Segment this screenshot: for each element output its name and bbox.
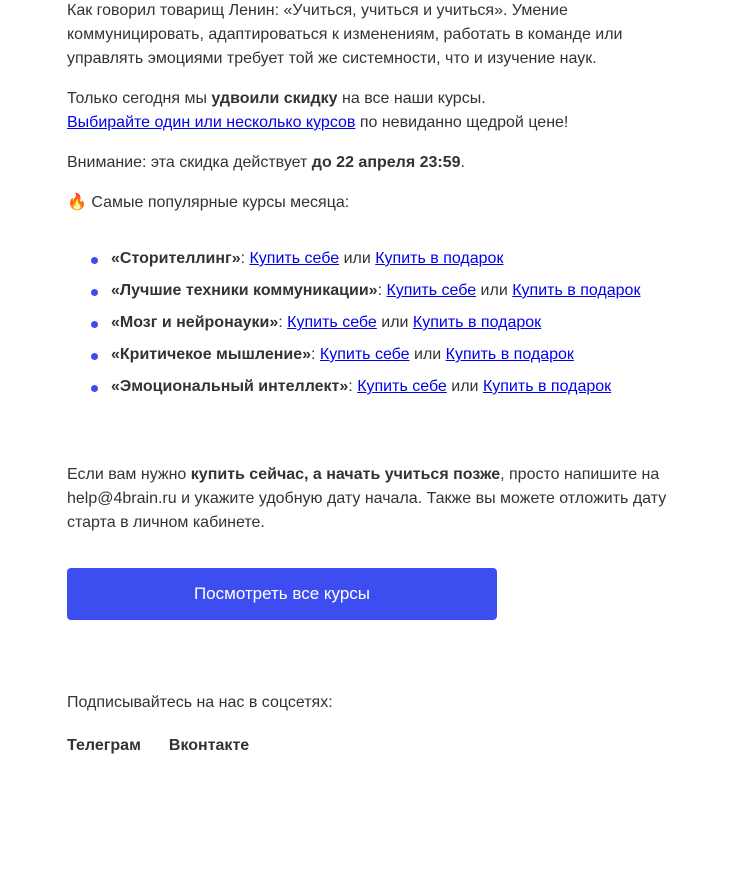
course-title: «Эмоциональный интеллект»: [111, 378, 349, 395]
buy-gift-link[interactable]: Купить в подарок: [482, 378, 612, 395]
discount-text-end: на все наши курсы.: [337, 90, 486, 107]
course-title: «Сторителлинг»: [111, 250, 241, 267]
intro-paragraph: Как говорил товарищ Ленин: «Учиться, учиться и учиться». Умение коммуницировать, адаптироваться к изменениям, работать в команде или управлять эмоциями требует той же системности, что и изучение наук.: [67, 2, 623, 67]
deadline-end: .: [460, 154, 465, 171]
popular-heading: [67, 191, 677, 215]
social-heading: Подписывайтесь на нас в соцсетях:: [67, 694, 333, 711]
buy-self-link[interactable]: Купить себе: [249, 250, 340, 267]
list-item: [111, 247, 711, 279]
list-item: [111, 375, 711, 407]
course-sep: :: [311, 346, 320, 363]
discount-paragraph: [67, 87, 677, 135]
buy-self-link[interactable]: Купить себе: [287, 314, 377, 331]
or-text: или: [409, 346, 446, 363]
list-item: [111, 343, 711, 375]
course-title: «Критичекое мышление»: [111, 346, 312, 363]
later-highlight: купить сейчас, а начать учиться позже: [190, 466, 501, 483]
buy-self-link[interactable]: Купить себе: [319, 346, 410, 363]
course-title: «Лучшие техники коммуникации»: [111, 282, 378, 299]
bullet-icon: [91, 257, 98, 264]
course-title: «Мозг и нейронауки»: [111, 314, 279, 331]
later-text: Если вам нужно: [67, 466, 191, 483]
discount-link-suffix: по невиданно щедрой цене!: [355, 114, 569, 131]
bullet-icon: [91, 321, 98, 328]
bullet-icon: [91, 353, 98, 360]
buy-gift-link[interactable]: Купить в подарок: [512, 282, 641, 299]
or-text: или: [476, 282, 513, 299]
buy-self-link[interactable]: Купить себе: [386, 282, 477, 299]
course-sep: :: [240, 250, 250, 267]
or-text: или: [446, 378, 483, 395]
view-all-courses-button[interactable]: Посмотреть все курсы: [67, 568, 497, 620]
social-links: [67, 734, 367, 754]
course-list: [111, 247, 711, 407]
popular-label: Самые популярные курсы месяца:: [86, 194, 350, 211]
bullet-icon: [91, 289, 98, 296]
discount-highlight: удвоили скидку: [211, 90, 338, 107]
later-text-end: , просто напишите на help@4brain.ru и укажите удобную дату начала. Также вы можете отложить дату старта в личном кабинете.: [67, 466, 667, 531]
later-paragraph: [67, 463, 677, 535]
course-sep: :: [278, 314, 288, 331]
choose-courses-link[interactable]: Выбирайте один или несколько курсов: [67, 114, 356, 131]
deadline-paragraph: [67, 151, 677, 175]
course-sep: :: [348, 378, 358, 395]
bullet-icon: [91, 385, 98, 392]
list-item: [111, 311, 711, 343]
or-text: или: [376, 314, 413, 331]
discount-text: Только сегодня мы: [67, 90, 212, 107]
list-item: [111, 279, 711, 311]
telegram-link[interactable]: Телеграм: [67, 737, 141, 754]
buy-gift-link[interactable]: Купить в подарок: [412, 314, 542, 331]
or-text: или: [339, 250, 376, 267]
buy-gift-link[interactable]: Купить в подарок: [375, 250, 504, 267]
course-sep: :: [377, 282, 387, 299]
deadline-text: Внимание: эта скидка действует: [67, 154, 312, 171]
buy-self-link[interactable]: Купить себе: [357, 378, 447, 395]
fire-icon: 🔥: [67, 194, 87, 211]
buy-gift-link[interactable]: Купить в подарок: [445, 346, 574, 363]
deadline-date: до 22 апреля 23:59: [311, 154, 461, 171]
vkontakte-link[interactable]: Вконтакте: [168, 737, 250, 754]
